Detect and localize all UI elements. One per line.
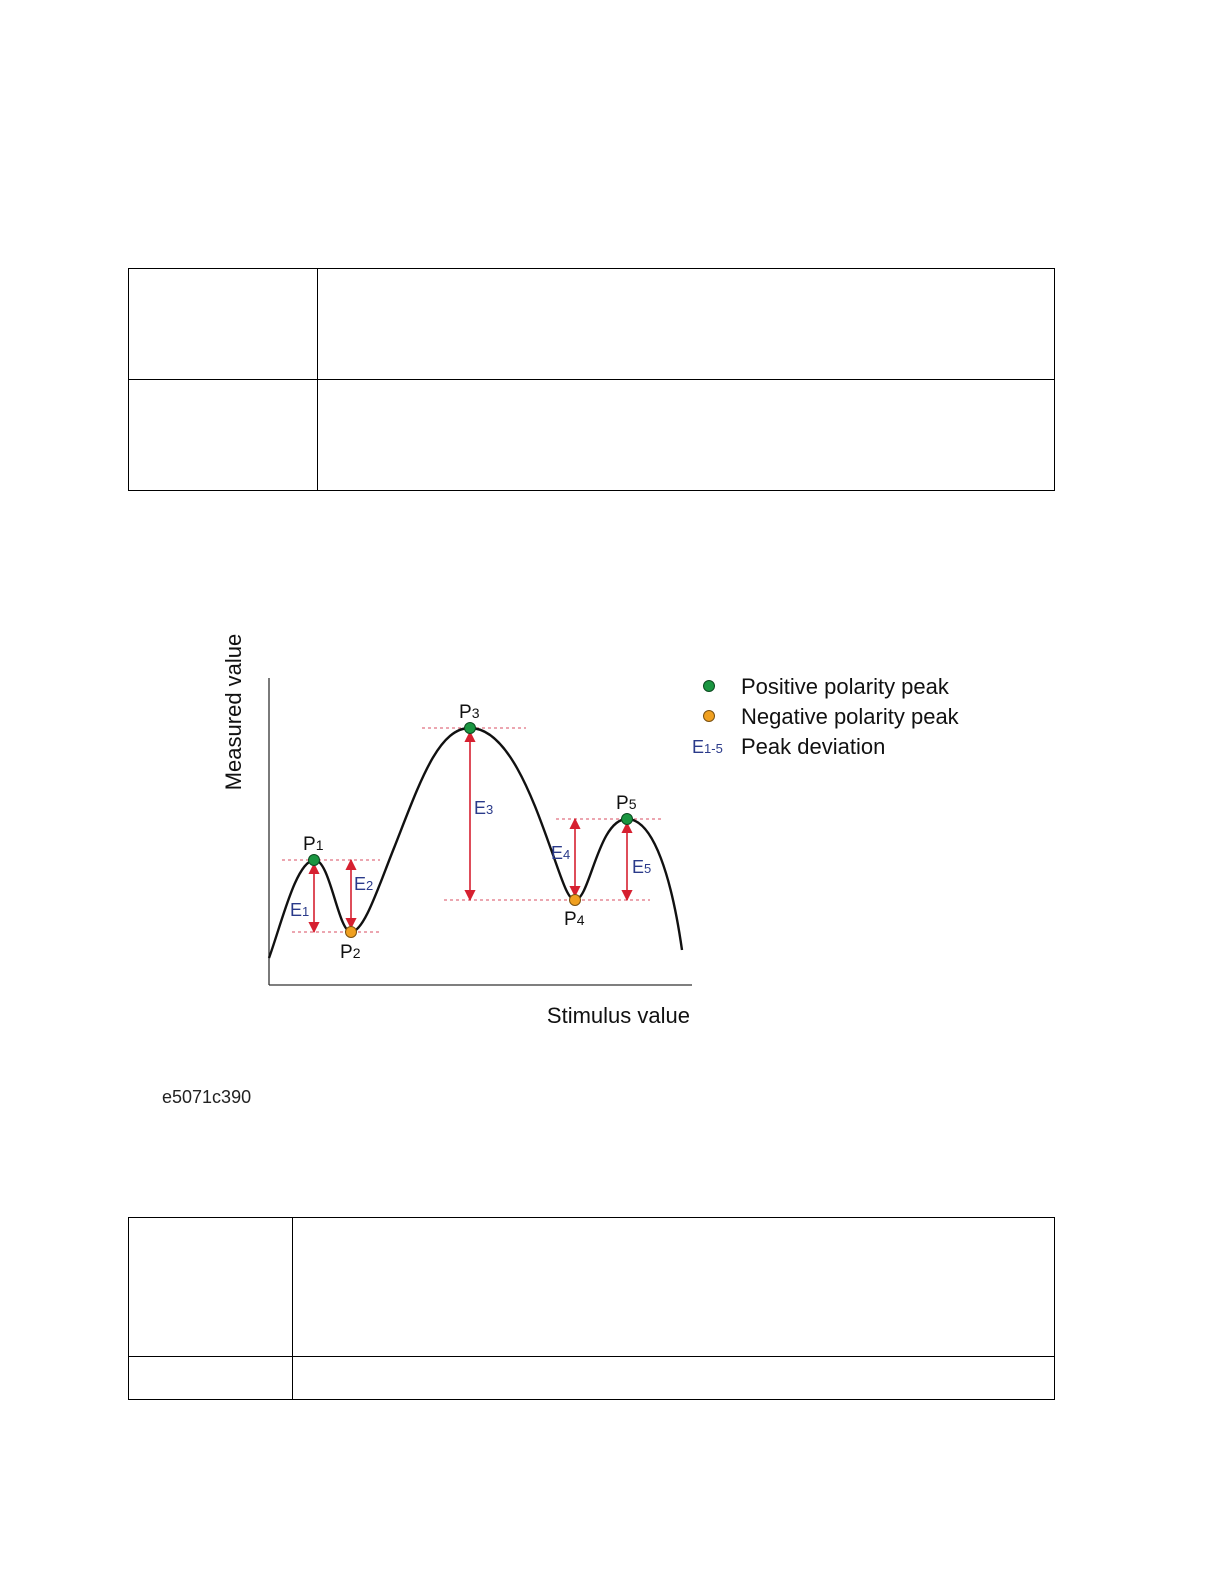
peak-marker-p2 (346, 927, 357, 938)
top-table (128, 268, 1055, 491)
deviation-label-e3: E3 (474, 798, 494, 818)
table-cell (129, 1357, 293, 1400)
legend-negative-dot (704, 711, 715, 722)
peak-label-p2: P2 (340, 942, 361, 963)
response-curve (269, 728, 682, 958)
deviation-label-e2: E2 (354, 874, 374, 894)
legend-negative-label: Negative polarity peak (741, 704, 959, 729)
peak-label-p4: P4 (564, 909, 585, 930)
y-axis-label: Measured value (221, 633, 246, 791)
x-axis-label: Stimulus value (546, 1003, 690, 1028)
peak-marker-p5 (622, 814, 633, 825)
peak-label-p3: P3 (459, 702, 480, 723)
figure-caption: e5071c390 (162, 1087, 252, 1107)
table-row (129, 380, 1055, 491)
peak-label-p1: P1 (303, 834, 324, 855)
peak-label-p5: P5 (616, 793, 637, 814)
table-cell (293, 1218, 1055, 1357)
legend-positive-label: Positive polarity peak (741, 674, 949, 699)
table-row (129, 1218, 1055, 1357)
legend-deviation-label: Peak deviation (741, 734, 886, 759)
legend-deviation-symbol: E1-5 (692, 737, 723, 757)
peak-marker-p3 (465, 723, 476, 734)
deviation-label-e5: E5 (632, 857, 652, 877)
table-cell (129, 380, 318, 491)
legend (692, 674, 960, 759)
legend-positive-dot (704, 681, 715, 692)
table-cell (129, 1218, 293, 1357)
deviation-label-e4: E4 (551, 843, 571, 863)
peak-marker-p1 (309, 855, 320, 866)
table-row (129, 1357, 1055, 1400)
table-row (129, 269, 1055, 380)
peak-marker-p4 (570, 895, 581, 906)
table-cell (293, 1357, 1055, 1400)
table-cell (129, 269, 318, 380)
deviation-label-e1: E1 (290, 900, 310, 920)
table-cell (318, 269, 1055, 380)
table-cell (318, 380, 1055, 491)
bottom-table (128, 1217, 1055, 1400)
